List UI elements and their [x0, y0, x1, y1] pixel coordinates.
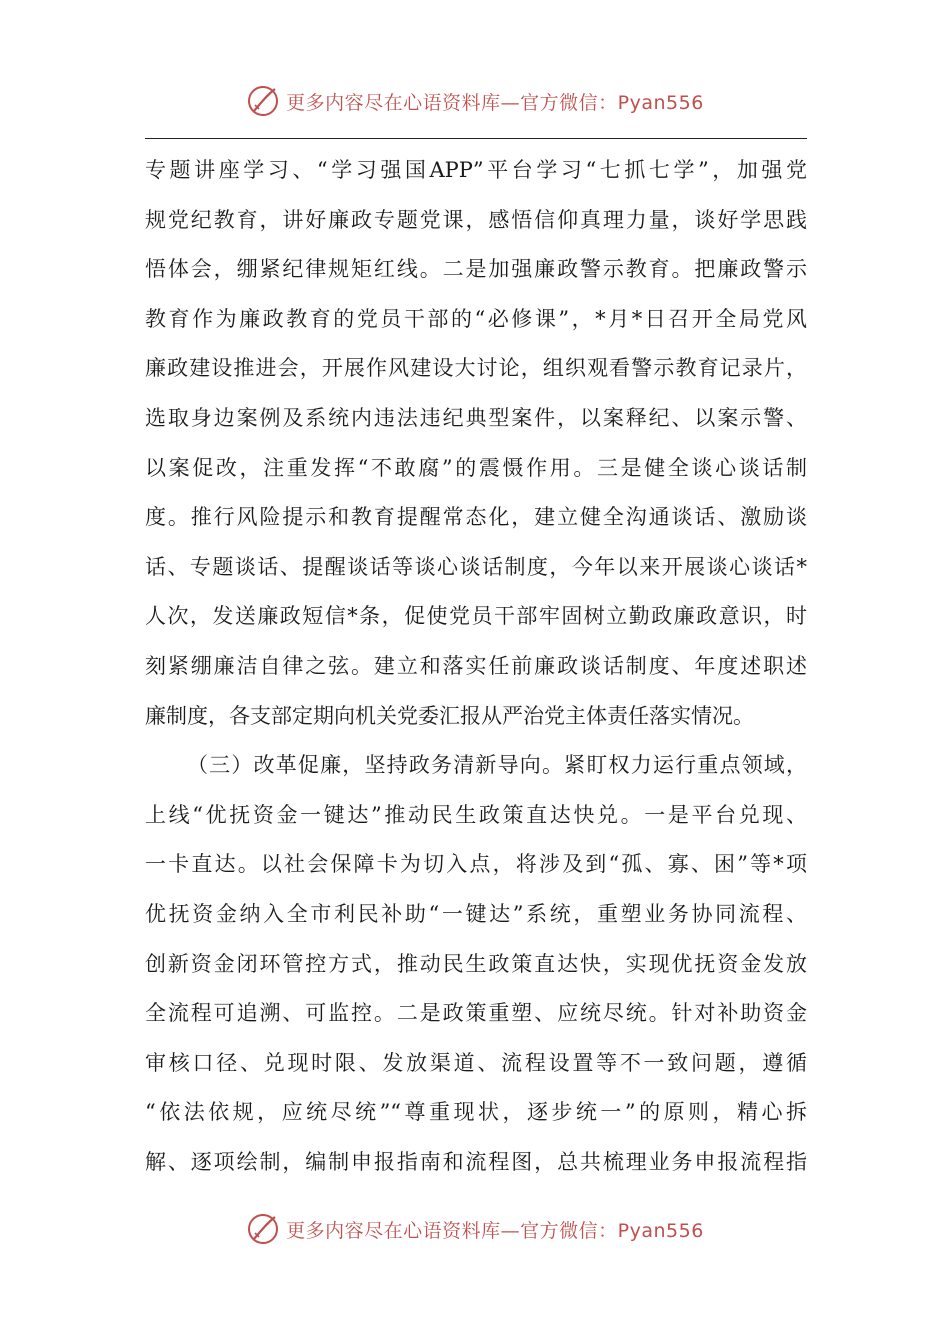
footer-banner-handle: Pyan556 — [617, 1219, 704, 1242]
text-line: 以案促改，注重发挥“不敢腐”的震慑作用。三是健全谈心谈话制 — [145, 455, 807, 480]
quill-logo-icon — [246, 1212, 280, 1246]
text-line: 规党纪教育，讲好廉政专题党课，感悟信仰真理力量，谈好学思践 — [145, 207, 807, 232]
text-line: 优抚资金纳入全市利民补助“一键达”系统，重塑业务协同流程、 — [145, 901, 807, 926]
text-line: 刻紧绷廉洁自律之弦。建立和落实任前廉政谈话制度、年度述职述 — [145, 653, 807, 678]
text-line: 话、专题谈话、提醒谈话等谈心谈话制度，今年以来开展谈心谈话* — [145, 554, 807, 579]
text-line: 选取身边案例及系统内违法违纪典型案件，以案释纪、以案示警、 — [145, 405, 807, 430]
text-line: 上线“优抚资金一键达”推动民生政策直达快兑。一是平台兑现、 — [145, 802, 807, 827]
header-banner-text: 更多内容尽在心语资料库—官方微信：Pyan556 — [286, 91, 704, 114]
text-line: 一卡直达。以社会保障卡为切入点，将涉及到“孤、寡、困”等*项 — [145, 852, 807, 877]
text-line: 度。推行风险提示和教育提醒常态化，建立健全沟通谈话、激励谈 — [145, 505, 807, 530]
text-line: 解、逐项绘制，编制申报指南和流程图，总共梳理业务申报流程指 — [145, 1149, 807, 1174]
footer-banner-text: 更多内容尽在心语资料库—官方微信：Pyan556 — [286, 1219, 704, 1242]
document-body — [145, 146, 807, 1187]
text-line: 悟体会，绷紧纪律规矩红线。二是加强廉政警示教育。把廉政警示 — [145, 257, 807, 282]
text-line: 全流程可追溯、可监控。二是政策重塑、应统尽统。针对补助资金 — [145, 1001, 807, 1026]
header-banner — [0, 84, 950, 118]
text-line: 专题讲座学习、“学习强国APP”平台学习“七抓七学”，加强党 — [145, 158, 807, 182]
text-line: 创新资金闭环管控方式，推动民生政策直达快，实现优抚资金发放 — [145, 951, 807, 976]
footer-banner — [0, 1212, 950, 1246]
text-line: 廉制度，各支部定期向机关党委汇报从严治党主体责任落实情况。 — [145, 703, 754, 728]
text-line: 教育作为廉政教育的党员干部的“必修课”，*月*日召开全局党风 — [145, 306, 807, 331]
text-line: 廉政建设推进会，开展作风建设大讨论，组织观看警示教育记录片， — [145, 356, 807, 381]
header-banner-handle: Pyan556 — [617, 91, 704, 114]
quill-logo-icon — [246, 84, 280, 118]
text-line: “依法依规，应统尽统”“尊重现状，逐步统一”的原则，精心拆 — [145, 1100, 807, 1125]
header-divider — [145, 138, 807, 139]
text-line: 人次，发送廉政短信*条，促使党员干部牢固树立勤政廉政意识，时 — [145, 604, 807, 629]
text-line: 审核口径、兑现时限、发放渠道、流程设置等不一致问题，遵循 — [145, 1050, 807, 1075]
section-heading-line: （三）改革促廉，坚持政务清新导向。紧盯权力运行重点领域， — [187, 753, 807, 778]
